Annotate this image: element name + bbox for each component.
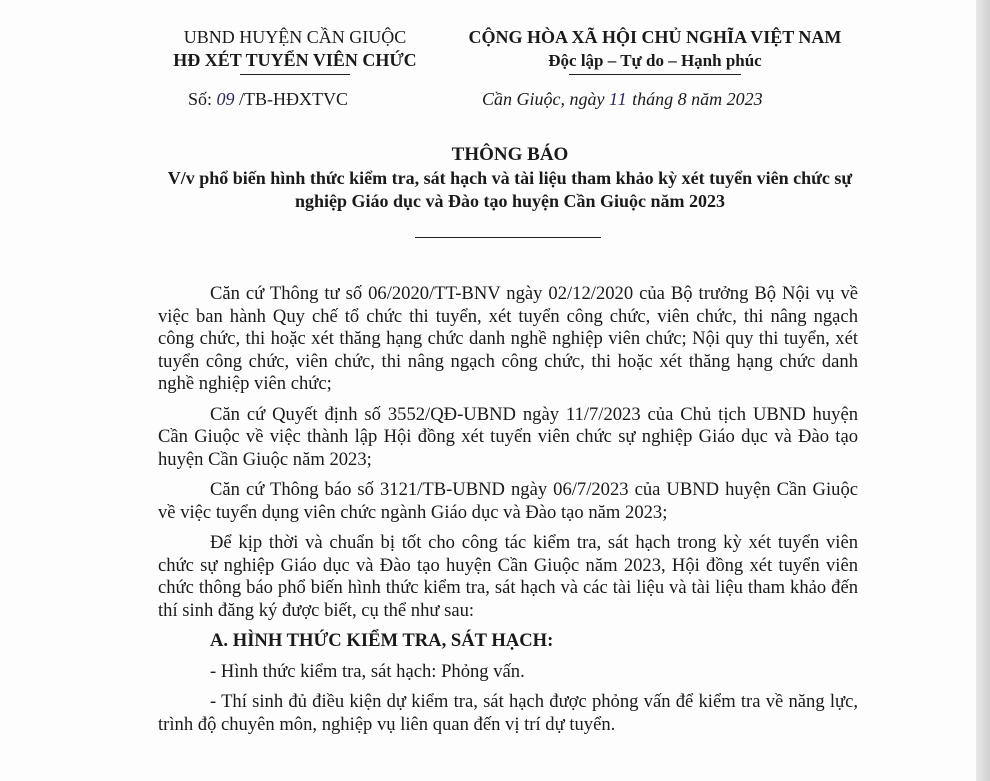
section-a-heading: A. HÌNH THỨC KIỂM TRA, SÁT HẠCH: [210,630,554,651]
document-number [188,89,348,110]
doc-number-suffix: /TB-HĐXTVC [234,89,349,109]
motto-underline [569,74,741,75]
national-motto: Độc lập – Tự do – Hạnh phúc [548,51,762,70]
issuing-agency [150,26,440,75]
list-item: - Thí sinh đủ điều kiện dự kiểm tra, sát hạch được phỏng vấn để kiểm tra về năng lực, trình độ chuyên môn, nghiệp vụ liên quan đến vị trí dự tuyển. [158,691,858,735]
nation-name: CỘNG HÒA XÃ HỘI CHỦ NGHĨA VIỆT NAM [468,27,842,47]
agency-underline [240,74,350,75]
document-date [482,89,763,110]
paragraph-legal-basis-2: Căn cứ Quyết định số 3552/QĐ-UBND ngày 11/7/2023 của Chủ tịch UBND huyện Cần Giuộc về việc thành lập Hội đồng xét tuyển viên chức sự nghiệp Giáo dục và Đào tạo huyện Cần Giuộc năm 2023; [158,403,858,470]
page-edge-shadow [976,0,990,781]
date-prefix: Cần Giuộc, ngày [482,89,609,109]
paragraph-purpose: Để kịp thời và chuẩn bị tốt cho công tác kiểm tra, sát hạch trong kỳ xét tuyển viên chức sự nghiệp Giáo dục và Đào tạo huyện Cần Giuộc năm 2023, Hội đồng xét tuyển viên chức thông báo phổ biến hình thức kiểm tra, sát hạch và các tài liệu và tài liệu tham khảo đến thí sinh đăng ký được biết, cụ thể như sau: [158,532,858,621]
date-day-handwritten: 11 [608,89,628,109]
list-item: - Hình thức kiểm tra, sát hạch: Phỏng vấn. [210,660,525,682]
doc-number-prefix: Số: [188,89,217,109]
agency-line-1: UBND HUYỆN CẦN GIUỘC [183,27,407,47]
agency-line-2: HĐ XÉT TUYỂN VIÊN CHỨC [173,50,417,70]
document-title: THÔNG BÁO [451,144,569,165]
date-suffix: tháng 8 năm 2023 [627,89,763,109]
paragraph-legal-basis-1: Căn cứ Thông tư số 06/2020/TT-BNV ngày 02/12/2020 của Bộ trưởng Bộ Nội vụ về việc ban hành Quy chế tổ chức thi tuyển, xét tuyển công chức, viên chức, thi nâng ngạch công chức, thi hoặc xét thăng hạng chức danh nghề nghiệp viên chức; Nội quy thi tuyển, xét tuyển công chức, viên chức, thi nâng ngạch công chức, thi hoặc xét thăng hạng chức danh nghề nghiệp viên chức; [158,283,858,394]
national-header [440,26,870,75]
doc-number-handwritten: 09 [216,89,235,109]
document-body [158,283,858,744]
paragraph-legal-basis-3: Căn cứ Thông báo số 3121/TB-UBND ngày 06/7/2023 của UBND huyện Cần Giuộc về việc tuyển dụng viên chức ngành Giáo dục và Đào tạo năm 2023; [158,479,858,523]
document-subject: V/v phổ biến hình thức kiểm tra, sát hạch và tài liệu tham khảo kỳ xét tuyển viên chức sự nghiệp Giáo dục và Đào tạo huyện Cần Giuộc năm 2023 [167,168,853,211]
title-divider [415,237,601,238]
